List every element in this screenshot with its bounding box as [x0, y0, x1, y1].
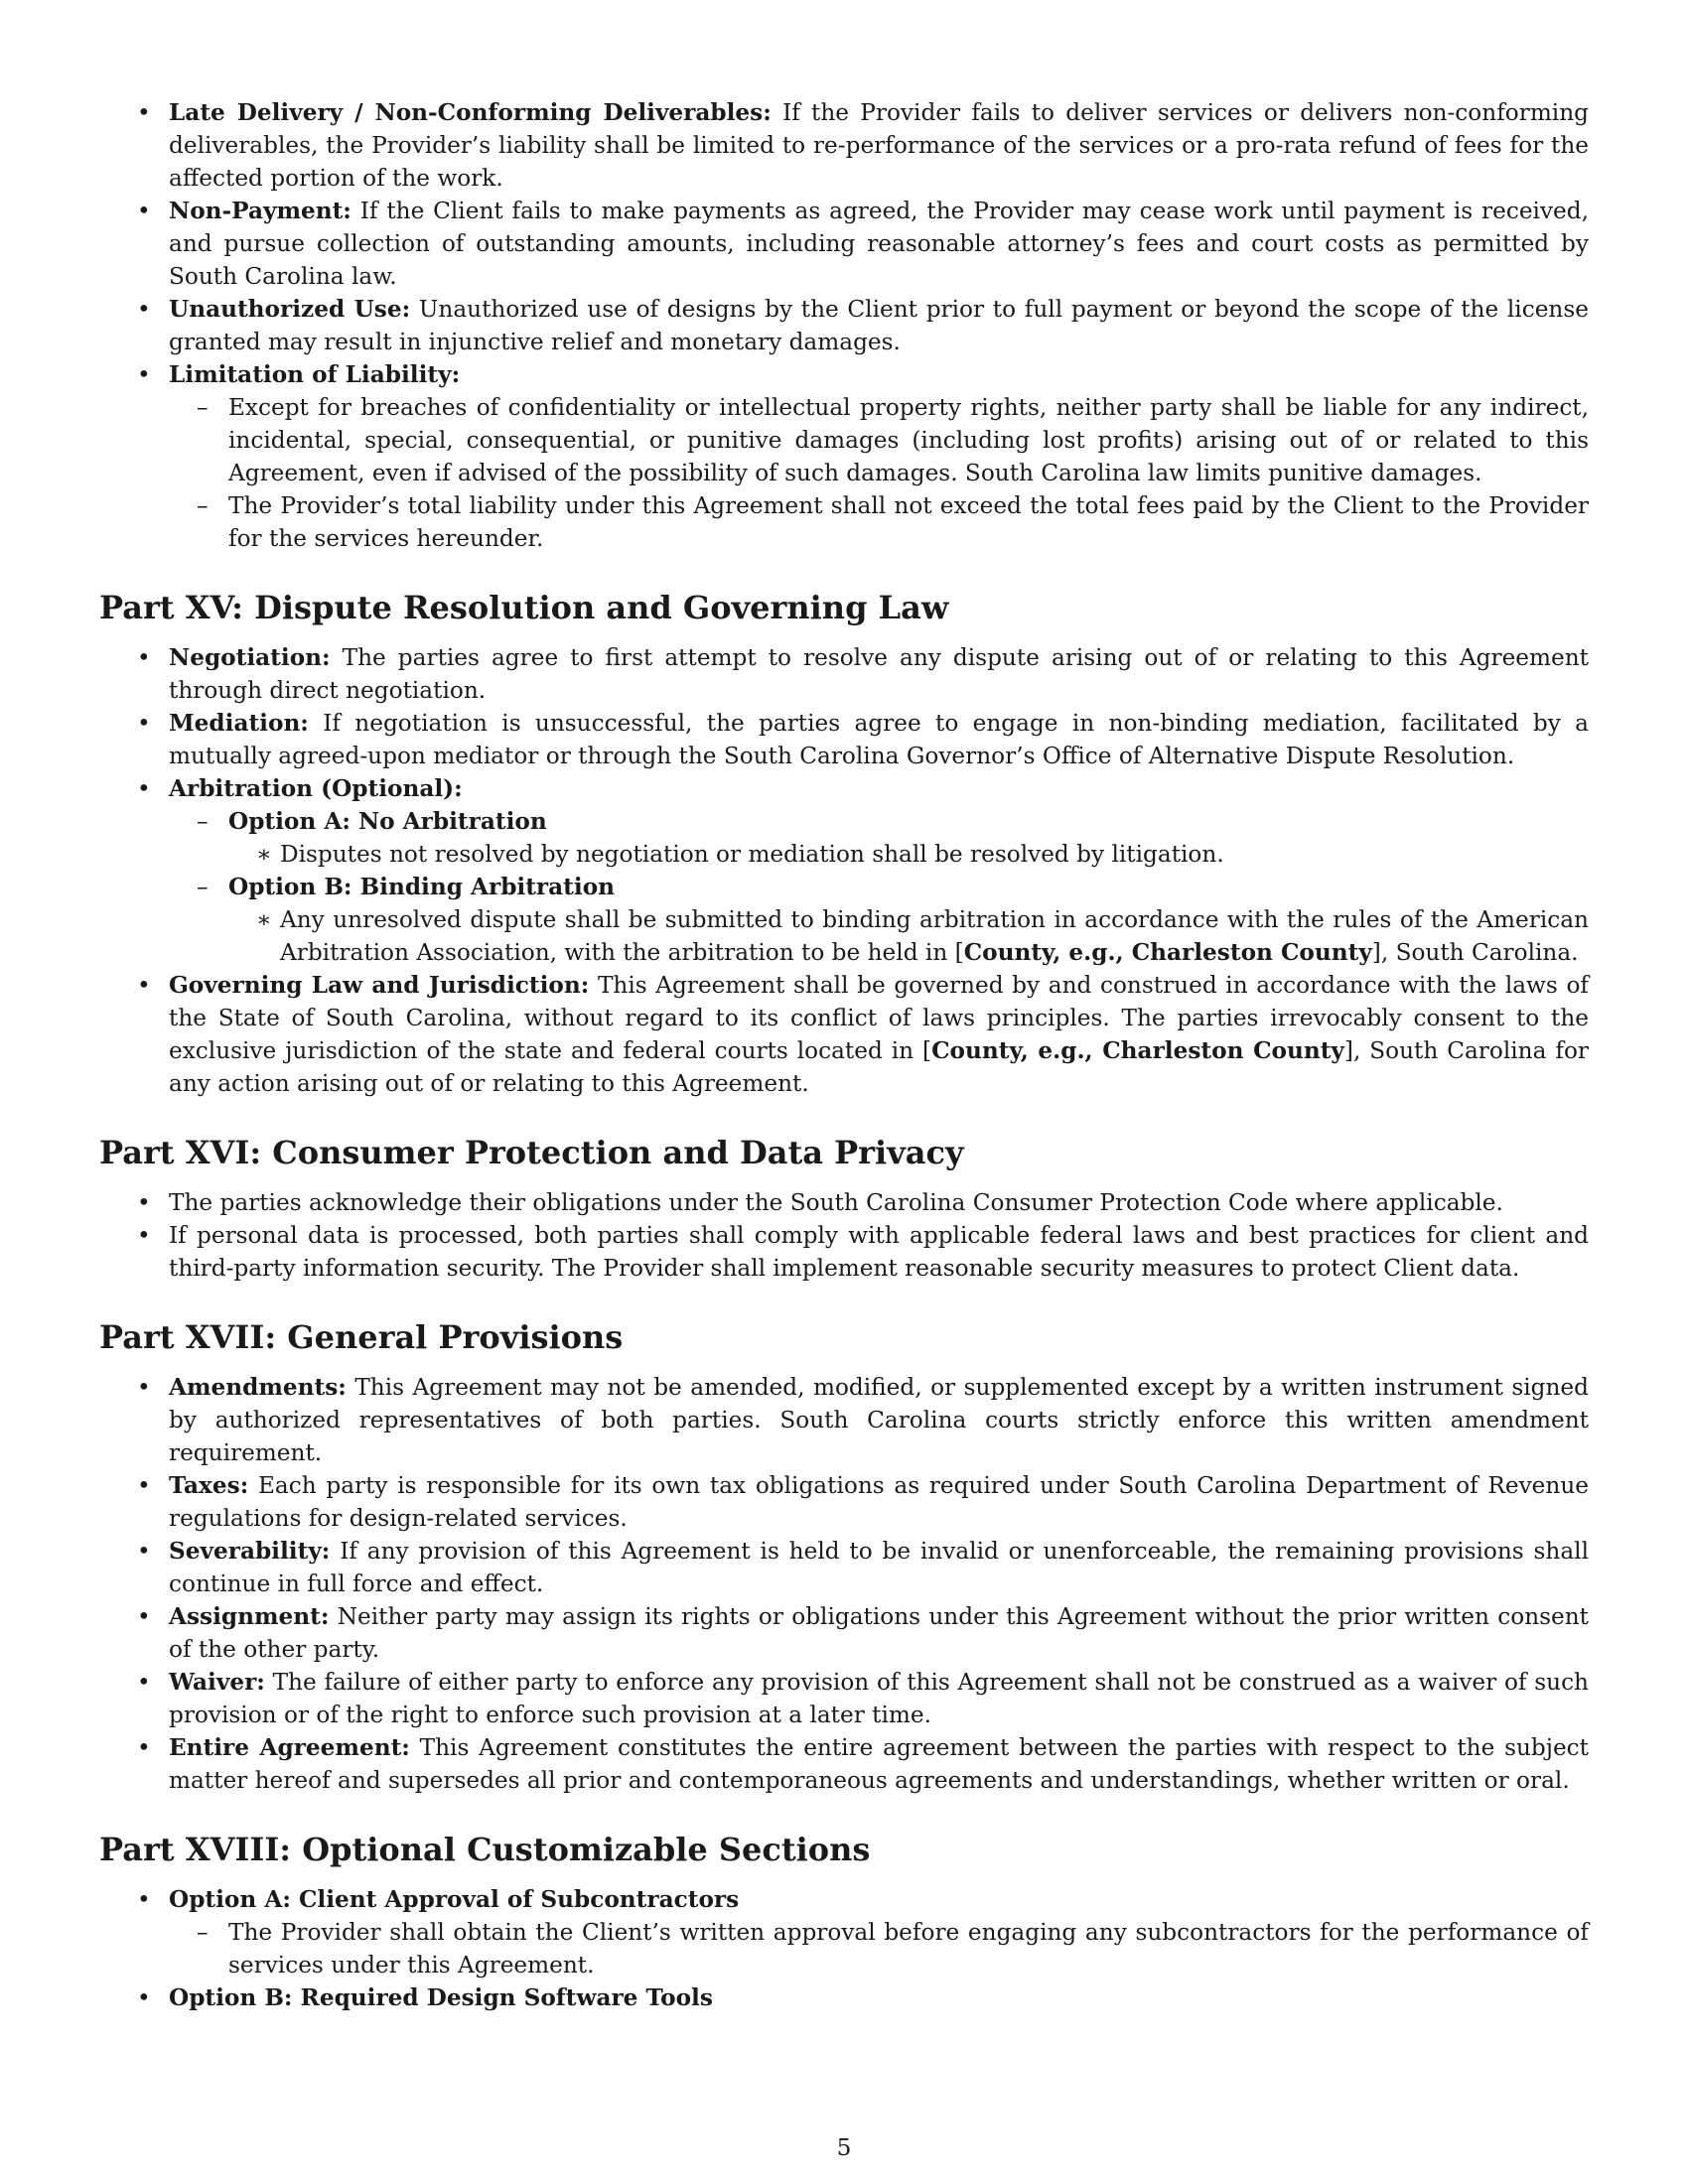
list-item-non-payment	[99, 195, 1589, 293]
item-text: This Agreement shall be governed by and construed in accordance with the laws of the State of South Carolina, without regard to its conflict of laws principles. The parties irrevocably consent to the exclusive jurisdiction of the state and federal courts located in [	[169, 972, 1589, 1064]
item-label: Waiver:	[169, 1669, 265, 1696]
section-heading-part-xviii: Part XVIII: Optional Customizable Sections	[99, 1831, 871, 1868]
general-provisions-list	[99, 1371, 1589, 1797]
item-text: Any unresolved dispute shall be submitted to binding arbitration in accordance with the rules of the American Arbitration Association, with the arbitration to be held in [	[280, 906, 1589, 966]
section-heading-part-xvii: Part XVII: General Provisions	[99, 1318, 624, 1356]
list-item-mediation	[99, 707, 1589, 772]
list-item-option-a	[99, 1883, 1589, 1981]
sub-list-item: – Except for breaches of confidentiality or intellectual property rights, neither party shall be liable for any indirect, incidental, special, consequential, or punitive damages (including lost profits) arising out of or related to this Agreement, even if advised of the possibility of such damages. South Carolina law limits punitive damages.	[169, 391, 1589, 489]
sub-list	[169, 805, 1589, 969]
list-item-negotiation	[99, 641, 1589, 707]
list-item-late-delivery	[99, 96, 1589, 195]
remedies-list	[99, 96, 1589, 555]
list-item-amendments	[99, 1371, 1589, 1469]
sub-sub-list-item	[228, 903, 1589, 969]
item-label: Negotiation:	[169, 644, 331, 671]
item-label: Arbitration (Optional):	[169, 775, 463, 802]
list-item-assignment	[99, 1600, 1589, 1666]
item-label: Limitation of Liability:	[169, 361, 461, 388]
section-heading-part-xv: Part XV: Dispute Resolution and Governing Law	[99, 589, 949, 626]
page-number: 5	[836, 2134, 852, 2161]
document-page	[99, 96, 1589, 2014]
item-text: Unauthorized use of designs by the Client prior to full payment or beyond the scope of the license granted may result in injunctive relief and monetary damages.	[169, 296, 1589, 355]
list-item-arbitration	[99, 772, 1589, 969]
item-text: If negotiation is unsuccessful, the parties agree to engage in non-binding mediation, facilitated by a mutually agreed-upon mediator or through the South Carolina Governor’s Office of Alternative Dispute Resolution.	[169, 710, 1589, 769]
item-text: ], South Carolina.	[1371, 939, 1579, 966]
item-label: Assignment:	[169, 1603, 330, 1630]
dispute-resolution-list	[99, 641, 1589, 1100]
item-text: The parties agree to first attempt to resolve any dispute arising out of or relating to this Agreement through direct negotiation.	[169, 644, 1589, 704]
sub-list-item: – The Provider’s total liability under this Agreement shall not exceed the total fees paid by the Client to the Provider for the services hereunder.	[169, 489, 1589, 555]
list-item-taxes	[99, 1469, 1589, 1535]
item-label: Severability:	[169, 1538, 331, 1565]
sub-list-item-option-b	[169, 871, 1589, 969]
item-label: Unauthorized Use:	[169, 296, 411, 323]
item-text: ], South Carolina for any action arising out of or relating to this Agreement.	[169, 1037, 1589, 1097]
section-heading-part-xvi: Part XVI: Consumer Protection and Data Privacy	[99, 1134, 964, 1171]
item-label: Governing Law and Jurisdiction:	[169, 972, 590, 999]
option-label: Option B: Required Design Software Tools	[169, 1984, 713, 2011]
sub-sub-list	[228, 903, 1589, 969]
optional-sections-list	[99, 1883, 1589, 2014]
list-item-limitation-of-liability	[99, 358, 1589, 555]
item-label: Late Delivery / Non-Conforming Deliverables:	[169, 99, 772, 126]
item-label: Non-Payment:	[169, 198, 352, 224]
consumer-protection-list	[99, 1186, 1589, 1285]
list-item: • The parties acknowledge their obligations under the South Carolina Consumer Protection Code where applicable.	[99, 1186, 1589, 1219]
option-label: Option B: Binding Arbitration	[228, 874, 616, 900]
sub-list-item-option-a	[169, 805, 1589, 871]
option-label: Option A: No Arbitration	[228, 808, 547, 835]
item-text: This Agreement constitutes the entire agreement between the parties with respect to the subject matter hereof and supersedes all prior and contemporaneous agreements and understandings, whether written or oral.	[169, 1734, 1589, 1794]
item-label: Taxes:	[169, 1472, 249, 1499]
list-item: • If personal data is processed, both parties shall comply with applicable federal laws and best practices for client and third-party information security. The Provider shall implement reasonable security measures to protect Client data.	[99, 1219, 1589, 1285]
item-label: Entire Agreement:	[169, 1734, 410, 1761]
sub-list	[169, 391, 1589, 555]
item-label: Mediation:	[169, 710, 309, 737]
list-item-governing-law	[99, 969, 1589, 1100]
sub-sub-list-item: ∗ Disputes not resolved by negotiation or mediation shall be resolved by litigation.	[228, 838, 1589, 871]
county-placeholder: County, e.g., Charleston County	[963, 939, 1372, 966]
list-item-waiver	[99, 1666, 1589, 1731]
item-text: Each party is responsible for its own tax obligations as required under South Carolina Department of Revenue regulations for design-related services.	[169, 1472, 1589, 1532]
item-text: If the Client fails to make payments as agreed, the Provider may cease work until payment is received, and pursue collection of outstanding amounts, including reasonable attorney’s fees and court costs as permitted by South Carolina law.	[169, 198, 1589, 290]
item-label: Amendments:	[169, 1374, 347, 1401]
option-label: Option A: Client Approval of Subcontractors	[169, 1886, 740, 1913]
item-text: This Agreement may not be amended, modified, or supplemented except by a written instrument signed by authorized representatives of both parties. South Carolina courts strictly enforce this written amendment requirement.	[169, 1374, 1589, 1466]
list-item-entire-agreement	[99, 1731, 1589, 1797]
sub-sub-list	[228, 838, 1589, 871]
item-text: If any provision of this Agreement is held to be invalid or unenforceable, the remaining provisions shall continue in full force and effect.	[169, 1538, 1589, 1597]
list-item-severability	[99, 1535, 1589, 1600]
sub-list-item: – The Provider shall obtain the Client’s written approval before engaging any subcontractors for the performance of services under this Agreement.	[169, 1916, 1589, 1981]
item-text: The failure of either party to enforce any provision of this Agreement shall not be construed as a waiver of such provision or of the right to enforce such provision at a later time.	[169, 1669, 1589, 1728]
item-text: If the Provider fails to deliver services or delivers non-conforming deliverables, the Provider’s liability shall be limited to re-performance of the services or a pro-rata refund of fees for the affected portion of the work.	[169, 99, 1589, 192]
list-item-option-b	[99, 1981, 1589, 2014]
item-text: Neither party may assign its rights or obligations under this Agreement without the prior written consent of the other party.	[169, 1603, 1590, 1663]
county-placeholder: County, e.g., Charleston County	[931, 1037, 1344, 1064]
list-item-unauthorized-use	[99, 293, 1589, 358]
sub-list	[169, 1916, 1589, 1981]
